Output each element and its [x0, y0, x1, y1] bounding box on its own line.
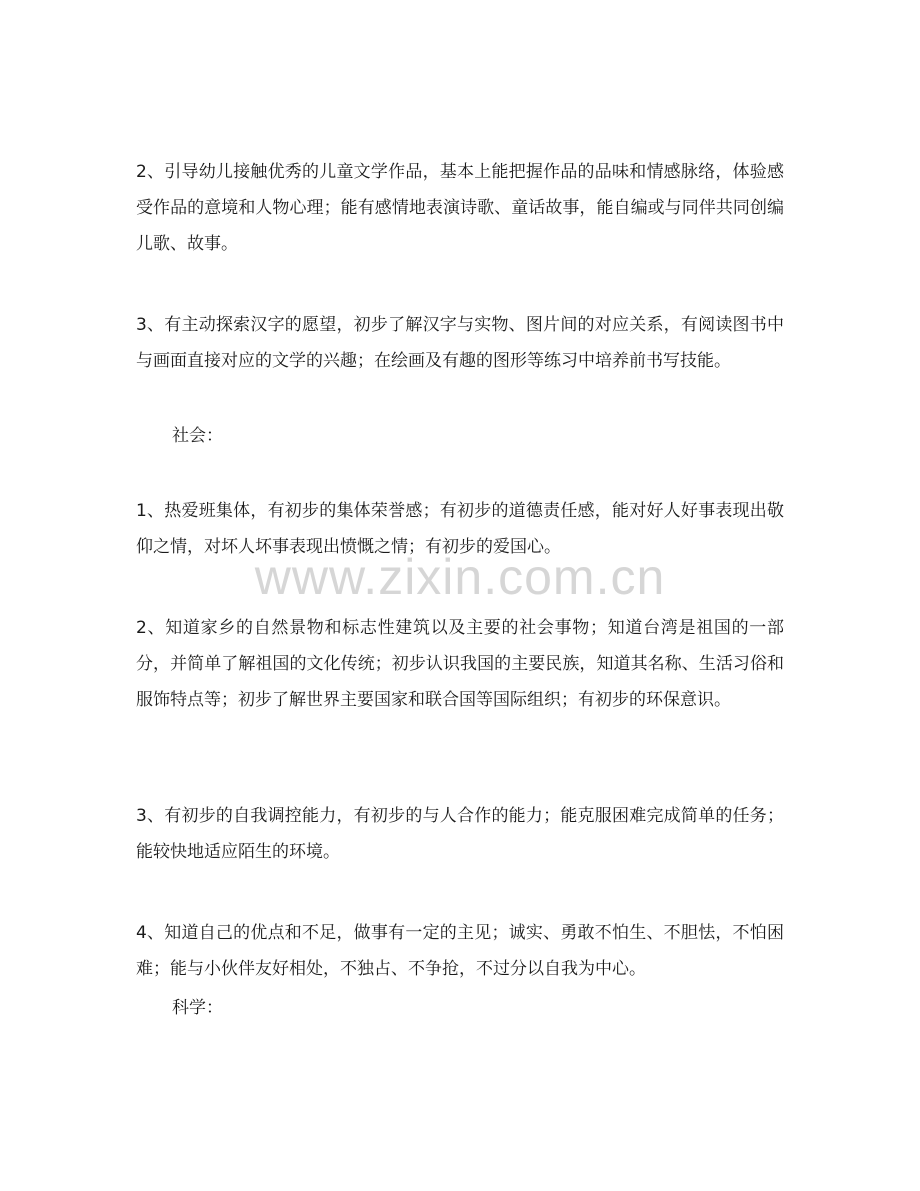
language-paragraph-2: 2、引导幼儿接触优秀的儿童文学作品，基本上能把握作品的品味和情感脉络，体验感受作品的意境和人物心理；能有感情地表演诗歌、童话故事，能自编或与同伴共同创编儿歌、故事。: [136, 162, 784, 254]
society-heading: 社会：: [172, 426, 223, 446]
watermark: www.zixin.com.cn: [254, 549, 666, 605]
science-heading: 科学：: [172, 998, 223, 1018]
society-paragraph-1: 1、热爱班集体，有初步的集体荣誉感；有初步的道德责任感，能对好人好事表现出敬仰之情，对坏人坏事表现出愤慨之情；有初步的爱国心。: [136, 501, 784, 557]
language-paragraph-3: 3、有主动探索汉字的愿望，初步了解汉字与实物、图片间的对应关系，有阅读图书中与画面直接对应的文学的兴趣；在绘画及有趣的图形等练习中培养前书写技能。: [136, 315, 784, 371]
society-paragraph-3: 3、有初步的自我调控能力，有初步的与人合作的能力；能克服困难完成简单的任务；能较快地适应陌生的环境。: [136, 806, 784, 862]
society-paragraph-4: 4、知道自己的优点和不足，做事有一定的主见；诚实、勇敢不怕生、不胆怯，不怕困难；能与小伙伴友好相处，不独占、不争抢，不过分以自我为中心。: [136, 923, 784, 979]
society-paragraph-2: 2、知道家乡的自然景物和标志性建筑以及主要的社会事物；知道台湾是祖国的一部分，并简单了解祖国的文化传统；初步认识我国的主要民族，知道其名称、生活习俗和服饰特点等；初步了解世界主要国家和联合国等国际组织；有初步的环保意识。: [136, 618, 784, 710]
